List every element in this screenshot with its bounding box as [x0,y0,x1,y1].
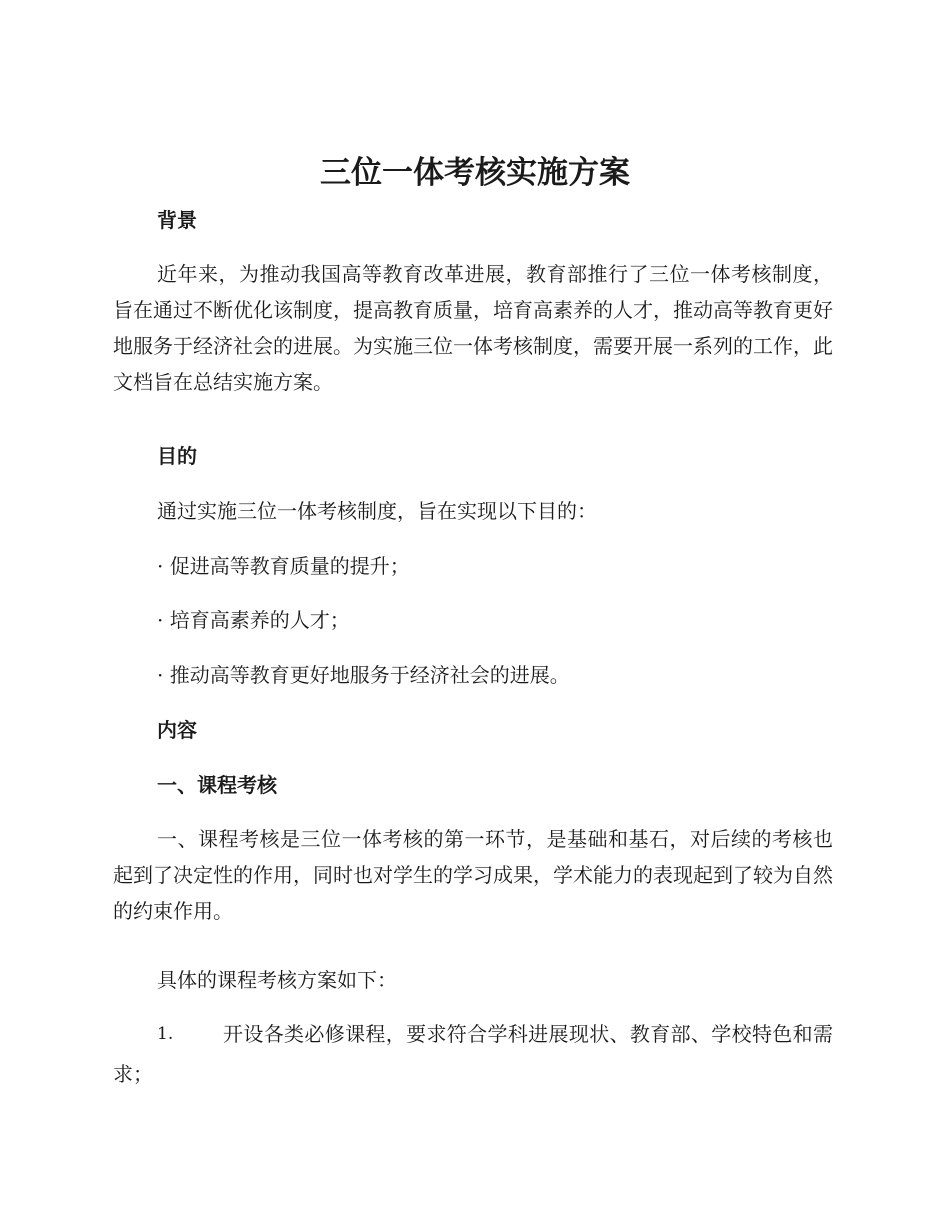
heading-course-assessment: 一、课程考核 [157,773,277,797]
list-number: 1. [157,1024,174,1044]
course-plan-intro: 具体的课程考核方案如下： [157,968,397,992]
heading-purpose: 目的 [157,444,197,468]
document-title: 三位一体考核实施方案 [320,155,630,191]
purpose-item-1: · 促进高等教育质量的提升； [157,554,410,578]
heading-background: 背景 [157,208,197,232]
course-plan-item-1 [113,1014,833,1094]
purpose-item-2: · 培育高素养的人才； [157,608,350,632]
purpose-item-3: · 推动高等教育更好地服务于经济社会的进展。 [157,663,570,687]
list-item-text: 开设各类必修课程，要求符合学科进展现状、教育部、学校特色和需求； [113,1022,833,1086]
heading-content: 内容 [157,718,197,742]
background-paragraph: 近年来，为推动我国高等教育改革进展，教育部推行了三位一体考核制度，旨在通过不断优化该制度，提高教育质量，培育高素养的人才，推动高等教育更好地服务于经济社会的进展。为实施三位一体考核制度，需要开展一系列的工作，此文档旨在总结实施方案。 [113,262,833,394]
course-assessment-paragraph: 一、课程考核是三位一体考核的第一环节，是基础和基石，对后续的考核也起到了决定性的作用，同时也对学生的学习成果，学术能力的表现起到了较为自然的约束作用。 [113,827,833,923]
purpose-intro: 通过实施三位一体考核制度，旨在实现以下目的： [157,499,597,523]
